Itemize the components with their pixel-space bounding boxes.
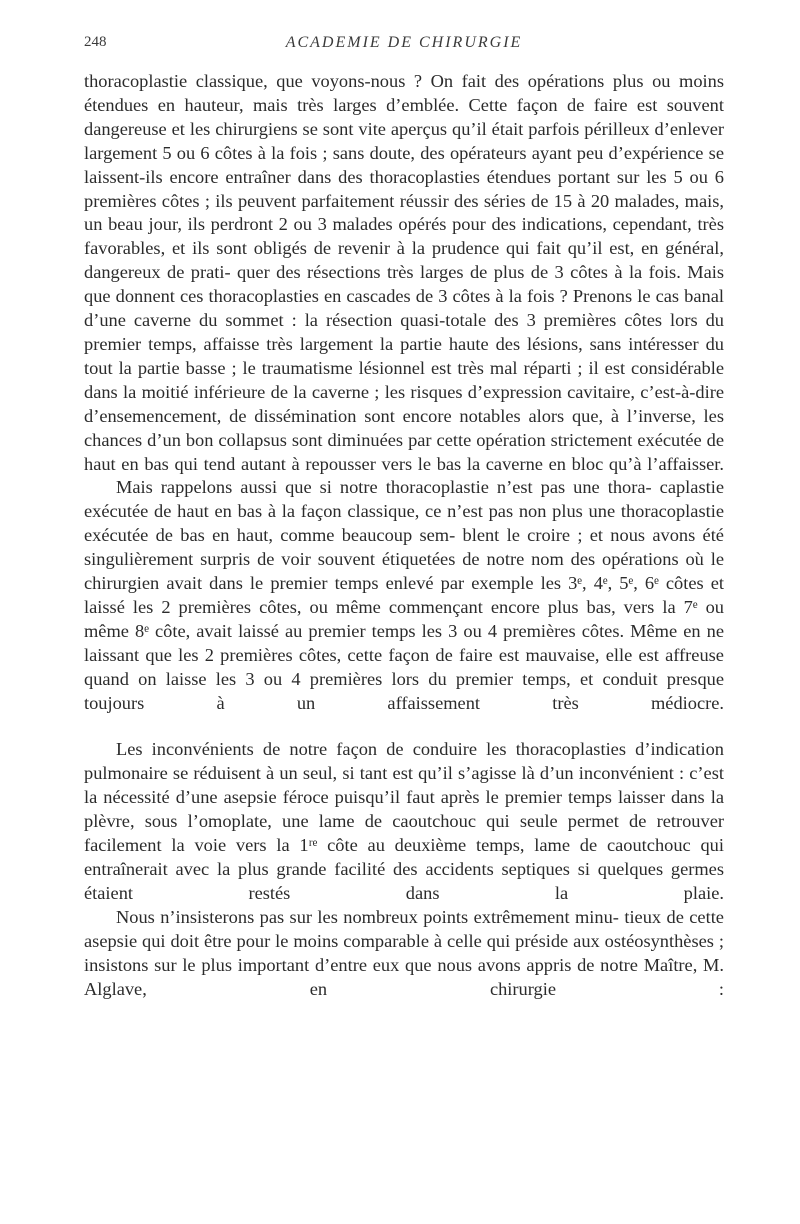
text-line: qu’il était parfois périlleux d’enlever largement 5 ou 6 côtes à la fois ; — [84, 118, 724, 163]
text-line: entraîner dans des thoracoplasties étendues portant sur les 5 ou 6 — [225, 166, 724, 187]
text-line: donnent ces thoracoplasties en cascades de 3 côtes à la fois ? Prenons — [115, 286, 633, 307]
text-line: tieux de cette asepsie qui doit être pour le moins comparable à celle — [84, 906, 724, 951]
paragraph-4 — [84, 906, 724, 1002]
text-line: traumatisme lésionnel est très mal réparti ; il est considérable dans — [84, 357, 724, 402]
paragraph-1 — [84, 70, 724, 476]
text-line: c’est-à-dire d’ensemencement, de dissémination sont encore notables — [84, 381, 724, 426]
text-line: faire est mauvaise, elle est affreuse quand on laisse les 3 ou 4 premières — [84, 644, 724, 689]
text-line: là d’un inconvénient : c’est la nécessité d’une asepsie féroce puisqu’il — [84, 763, 724, 808]
text-line: qui préside aux ostéosynthèses ; insistons sur le plus important d’entre — [84, 930, 724, 975]
text-line: avec la plus grande facilité des accidents septiques si quelques germes — [175, 859, 725, 879]
text-line: lame de caoutchouc qui seule permet de retrouver facilement la voie — [84, 811, 724, 856]
text-line: sans doute, des opérateurs ayant peu d’expérience se laissent-ils encore — [84, 142, 724, 187]
text-line: quer des résections très larges de plus de 3 côtes à la fois. Mais que — [84, 262, 725, 307]
text-line: premières côtes ; ils peuvent parfaitement réussir des séries de 15 à — [84, 190, 586, 211]
text-line: pour des indications, cependant, très favorables, et ils sont obligés de — [84, 214, 724, 259]
text-line: 2 premières côtes, ou même commençant encore plus bas, vers la — [161, 596, 676, 617]
text-line: d’indication pulmonaire se réduisent à un seul, si tant est qu’il s’agisse — [84, 739, 724, 784]
text-line: 7ᵉ ou même 8ᵉ côte, avait laissé au premier temps les 3 ou 4 premières — [84, 596, 724, 641]
text-line: à repousser vers le bas la caverne en bloc qu’à l’affaisser. — [291, 453, 724, 474]
text-line: partie haute des lésions, sans intéresser du tout la partie basse ; le — [84, 333, 724, 378]
text-line: premier temps enlevé par exemple les 3ᵉ, 4ᵉ, 5ᵉ, 6ᵉ côtes et laissé les — [84, 573, 724, 617]
text-line: revenir à la prudence qui fait qu’il est, en général, dangereux de prati- — [84, 238, 724, 283]
text-line: le cas banal d’une caverne du sommet : la résection quasi-totale des — [84, 286, 724, 331]
journal-title: ACADEMIE DE CHIRURGIE — [285, 34, 523, 51]
text-line: 20 malades, mais, un beau jour, ils perdront 2 ou 3 malades opérés — [84, 190, 724, 235]
page-number: 248 — [84, 34, 107, 50]
body-text — [84, 70, 724, 1001]
text-line: alors que, à l’inverse, les chances d’un bon collapsus sont diminuées — [84, 405, 724, 450]
text-line: la moitié inférieure de la caverne ; les risques d’expression cavitaire, — [123, 381, 635, 402]
text-line: par cette opération strictement exécutée de haut en bas qui tend autant — [84, 429, 724, 474]
running-head — [84, 34, 724, 54]
text-line: caplastie exécutée de haut en bas à la façon classique, ce n’est pas non — [84, 477, 724, 522]
text-line: thoracoplastie classique, que voyons-nous ? On fait des opérations plus — [84, 71, 644, 91]
text-line: très médiocre. — [552, 692, 724, 713]
text-line: plus une thoracoplastie exécutée de bas en haut, comme beaucoup sem- — [84, 501, 724, 546]
text-line: Les inconvénients de notre façon de conduire les thoracoplasties — [116, 739, 626, 760]
text-line: vers la 1ʳᵉ côte au deuxième temps, lame de caoutchouc qui entraînerait — [84, 835, 724, 879]
paragraph-2 — [84, 476, 724, 715]
paragraph-3 — [84, 738, 724, 905]
text-line: étiquetées de notre nom des opérations où le chirurgien avait dans le — [84, 549, 724, 594]
text-line: eux que nous avons appris de notre Maître, M. Alglave, en chirurgie : — [84, 954, 724, 999]
text-line: Nous n’insisterons pas sur les nombreux points extrêmement minu- — [116, 906, 619, 927]
text-line: étaient restés dans la plaie. — [84, 882, 724, 903]
text-line: blent le croire ; et nous avons été singulièrement surpris de voir souvent — [84, 525, 724, 570]
text-line: de faire est souvent dangereuse et les chirurgiens se sont vite aperçus — [84, 94, 724, 139]
text-line: 3 premières côtes lors du premier temps, affaisse très largement la — [84, 310, 724, 354]
text-line: côtes. Même en ne laissant que les 2 premières côtes, cette façon de — [84, 620, 724, 665]
text-line: Mais rappelons aussi que si notre thoracoplastie n’est pas une thora- — [116, 477, 652, 498]
text-line: ou moins étendues en hauteur, mais très larges d’emblée. Cette façon — [84, 71, 724, 115]
text-line: lors du premier temps, et conduit presque toujours à un affaissement — [84, 668, 724, 713]
text-line: faut après le premier temps laisser dans la plèvre, sous l’omoplate, une — [84, 787, 724, 832]
